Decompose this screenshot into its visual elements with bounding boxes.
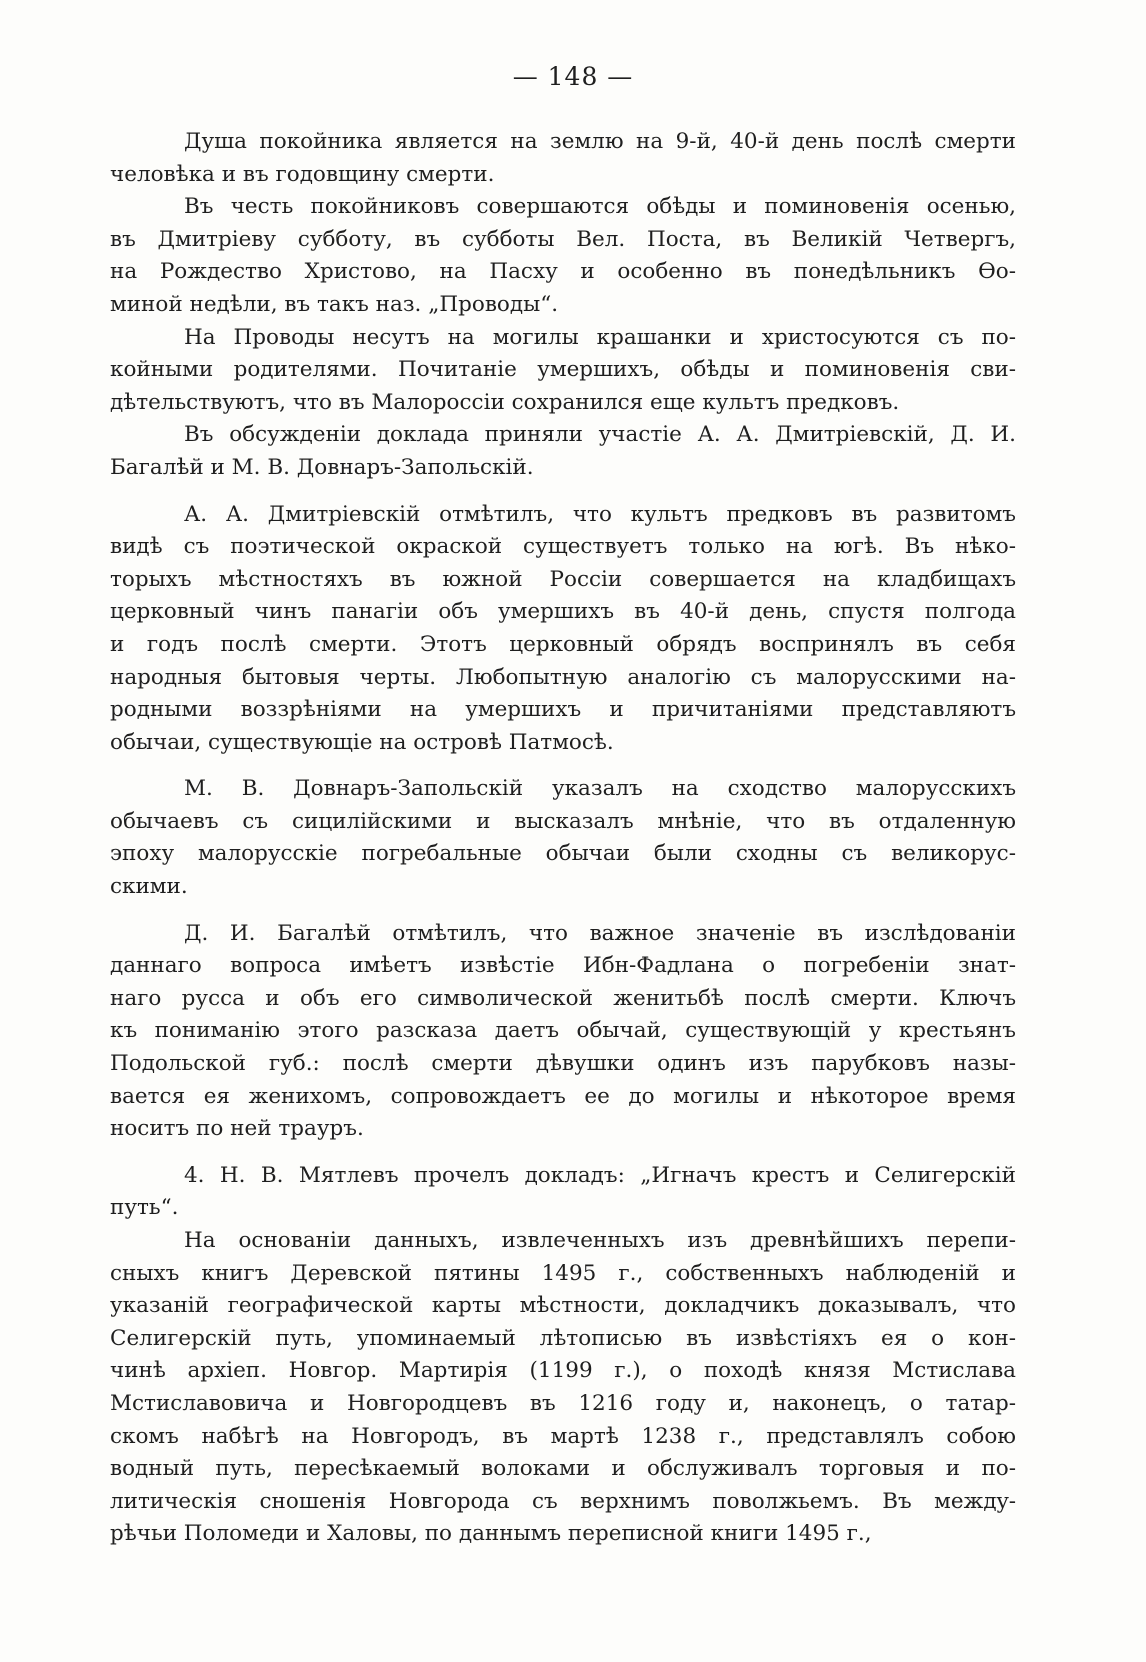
text-line: Подольской губ.: послѣ смерти дѣвушки одинъ изъ парубковъ назы-	[110, 1051, 1016, 1077]
paragraph-gap	[110, 904, 1016, 918]
text-line: на Рождество Христово, на Пасху и особенно въ понедѣльникъ Ѳо-	[110, 259, 1016, 285]
text-line: вается ея женихомъ, сопровождаетъ ее до могилы и нѣкоторое время	[110, 1083, 1016, 1109]
paragraph	[110, 191, 1016, 321]
text-line: обычаи, существующіе на островѣ Патмосѣ.	[110, 729, 614, 755]
text-line: Багалѣй и М. В. Довнаръ-Запольскій.	[110, 454, 534, 480]
text-line: чинѣ архіеп. Новгор. Мартирія (1199 г.), о походѣ князя Мстислава	[110, 1358, 1016, 1384]
text-line: литическія сношенія Новгорода съ верхнимъ поволжьемъ. Въ междy-	[110, 1488, 1016, 1514]
text-line: водный путь, пересѣкаемый волоками и обслуживалъ торговыя и по-	[110, 1456, 1016, 1482]
paragraph	[110, 322, 1016, 420]
text-line: Мстиславовича и Новгородцевъ въ 1216 году и, наконецъ, о татар-	[110, 1390, 1016, 1416]
paragraph	[110, 499, 1016, 760]
text-line: На основаніи данныхъ, извлеченныхъ изъ древнѣйшихъ перепи-	[184, 1228, 1016, 1253]
paragraph-gap	[110, 1146, 1016, 1160]
text-line: скомъ набѣгѣ на Новгородъ, въ мартѣ 1238 г., представлялъ собою	[110, 1423, 1016, 1449]
paragraph-gap	[110, 759, 1016, 773]
text-line: церковный чинъ панагіи объ умершихъ въ 40-й день, спустя полгода	[110, 599, 1016, 625]
text-line: Селигерскій путь, упоминаемый лѣтописью въ извѣстіяхъ ея о кон-	[110, 1325, 1016, 1351]
text-line: скими.	[110, 874, 188, 900]
text-line: эпоху малорусскіе погребальные обычаи были сходны съ великорус-	[110, 841, 1016, 867]
text-line: Въ обсужденіи доклада приняли участіе А. А. Дмитріевскій, Д. И.	[184, 422, 1016, 448]
paragraph	[110, 773, 1016, 903]
paragraph-gap	[110, 485, 1016, 499]
text-line: 4. Н. В. Мятлевъ прочелъ докладъ: „Игначъ крестъ и Селигерскій	[184, 1162, 1016, 1188]
text-body	[110, 126, 1016, 1551]
text-line: обычаевъ съ сицилійскими и высказалъ мнѣніе, что въ отдаленную	[110, 808, 1016, 834]
text-line: путь“.	[110, 1195, 179, 1221]
paragraph	[110, 419, 1016, 484]
page-number: — 148 —	[512, 62, 634, 91]
text-line: миной недѣли, въ такъ наз. „Проводы“.	[110, 291, 559, 317]
text-line: рѣчьи Поломеди и Халовы, по даннымъ переписной книги 1495 г.,	[110, 1521, 872, 1547]
text-line: сныхъ книгъ Деревской пятины 1495 г., собственныхъ наблюденій и	[110, 1260, 1016, 1286]
text-line: наго русса и объ его символической женитьбѣ послѣ смерти. Ключъ	[110, 985, 1016, 1011]
text-line: родными воззрѣніями на умершихъ и причитаніями представляютъ	[110, 697, 1016, 723]
text-line: къ пониманію этого разсказа даетъ обычай, существующій у крестьянъ	[110, 1018, 1016, 1044]
text-line: въ Дмитріеву субботу, въ субботы Вел. Поста, въ Великій Четвергъ,	[110, 226, 1016, 252]
paragraph	[110, 1160, 1016, 1225]
text-line: видѣ съ поэтической окраской существуетъ только на югѣ. Въ нѣко-	[110, 534, 1016, 560]
text-line: дѣтельствуютъ, что въ Малороссіи сохранился еще культъ предковъ.	[110, 389, 900, 415]
paragraph	[110, 918, 1016, 1146]
text-line: носитъ по ней трауръ.	[110, 1116, 364, 1142]
text-line: Въ честь покойниковъ совершаются обѣды и поминовенія осенью,	[184, 194, 1016, 220]
text-line: А. А. Дмитріевскій отмѣтилъ, что культъ предковъ въ развитомъ	[184, 501, 1016, 527]
text-line: Д. И. Багалѣй отмѣтилъ, что важное значеніе въ изслѣдованіи	[184, 920, 1016, 946]
text-line: На Проводы несутъ на могилы крашанки и христосуются съ по-	[184, 324, 1016, 350]
text-line: даннаго вопроса имѣетъ извѣстіе Ибн-Фадлана о погребеніи знат-	[110, 953, 1016, 979]
paragraph	[110, 1225, 1016, 1551]
text-line: Душа покойника является на землю на 9-й, 40-й день послѣ смерти	[184, 129, 1016, 154]
text-line: и годъ послѣ смерти. Этотъ церковный обрядъ воспринялъ въ себя	[110, 631, 1016, 657]
paragraph	[110, 126, 1016, 191]
text-line: указаній географической карты мѣстности, докладчикъ доказывалъ, что	[110, 1293, 1016, 1319]
text-line: народныя бытовыя черты. Любопытную аналогію съ малорусскими на-	[110, 664, 1016, 690]
text-line: торыхъ мѣстностяхъ въ южной Россіи совершается на кладбищахъ	[110, 566, 1016, 592]
text-line: койными родителями. Почитаніе умершихъ, обѣды и поминовенія сви-	[110, 357, 1016, 383]
text-line: человѣка и въ годовщину смерти.	[110, 161, 495, 187]
text-line: М. В. Довнаръ-Запольскій указалъ на сходство малорусскихъ	[184, 776, 1016, 802]
